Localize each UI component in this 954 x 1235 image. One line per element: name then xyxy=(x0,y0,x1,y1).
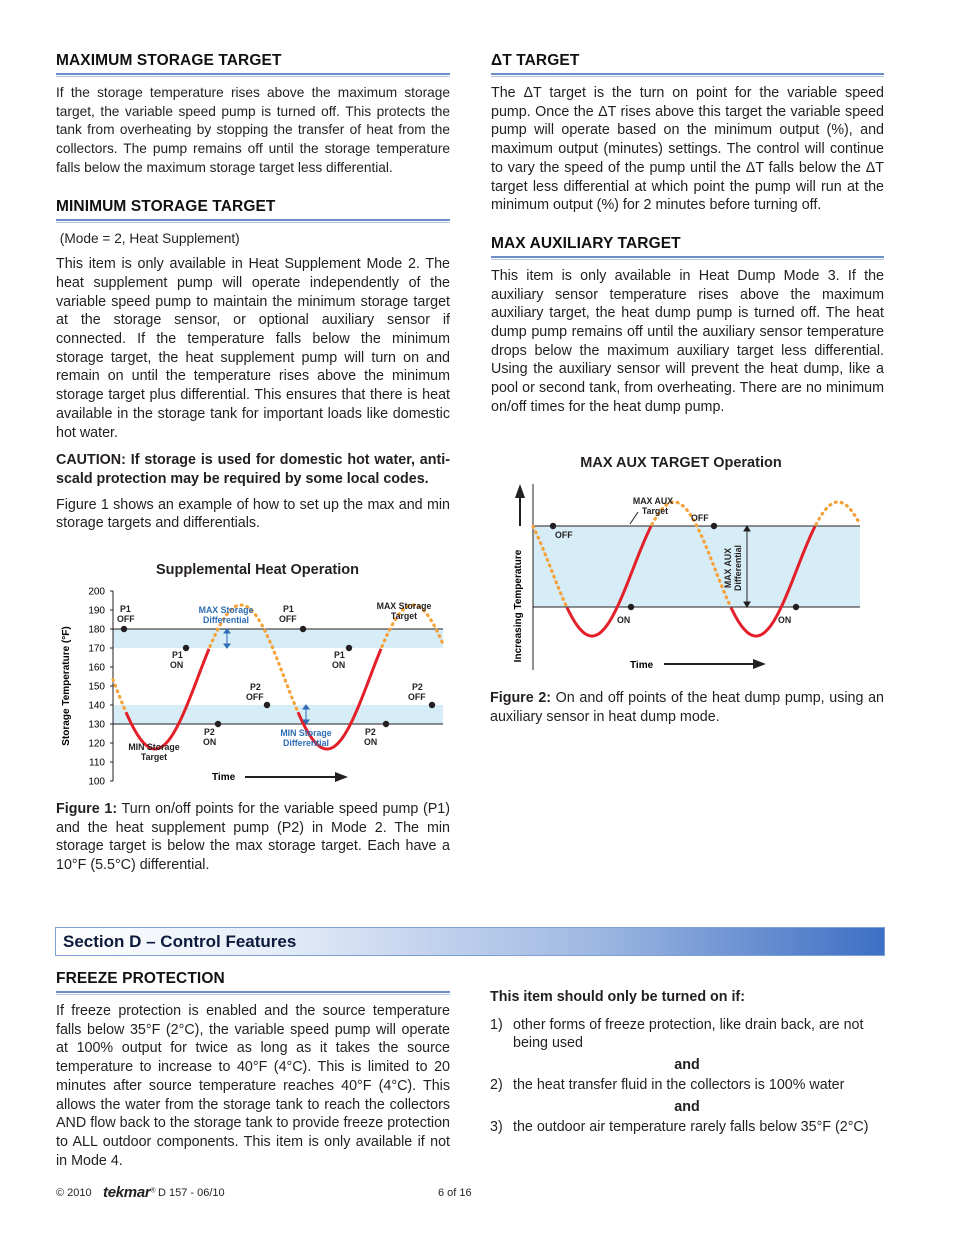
y-tick-label: 100 xyxy=(88,776,105,787)
left-column xyxy=(55,52,450,533)
freeze-heading: FREEZE PROTECTION xyxy=(56,970,450,993)
y-tick-label: 130 xyxy=(88,719,105,731)
on-dot-1 xyxy=(628,604,634,610)
freeze-protection xyxy=(55,970,450,1170)
condition-item-2 xyxy=(490,1076,884,1095)
caution-text: CAUTION: If storage is used for domestic hot water, anti-scald protection may be required by some local codes. xyxy=(56,452,450,487)
on-label-2: ON xyxy=(778,615,792,625)
delta-t-body: The ΔT target is the turn on point for the variable speed pump. Once the ΔT rises above this target the variable speed pump will operate based on the minimum output (%), and maximum output (minutes) settings. The control will continue to vary the speed of the pump until the ΔT falls below the ΔT target less differential at which point the pump will run at the minimum output (%) for 2 minutes before turning off. xyxy=(491,85,884,214)
max-storage-body: If the storage temperature rises above the maximum storage target, the variable speed pump is turned off. This protects the tank from overheating by stopping the transfer of heat from the collectors. The pump remains off until the storage temperature falls below the maximum storage target less differential. xyxy=(56,85,450,175)
condition-num-1: 1) xyxy=(490,1016,503,1033)
min-target-label: MIN Storage Target xyxy=(128,742,180,762)
y-tick-label: 140 xyxy=(88,700,105,712)
on-dot-2 xyxy=(793,604,799,610)
max-aux-target-label: MAX AUX Target xyxy=(632,496,674,516)
max-aux-heading: MAX AUXILIARY TARGET xyxy=(491,235,884,258)
section-d-title: Section D – Control Features xyxy=(63,932,297,951)
y-tick-label: 190 xyxy=(88,605,105,617)
p1-off-label-1: P1 OFF xyxy=(117,604,135,624)
off-dot-2 xyxy=(711,523,717,529)
p2-on-label-1: P2 ON xyxy=(203,727,217,747)
x-axis-label: Time xyxy=(630,660,654,671)
p2-on-label-2: P2 ON xyxy=(364,727,378,747)
condition-text-2: the heat transfer fluid in the collectors is 100% water xyxy=(513,1077,845,1094)
max-target-label: MAX Storage Target xyxy=(376,601,432,621)
figure2 xyxy=(490,455,884,471)
figure1-intro: Figure 1 shows an example of how to set up the max and min storage targets and differentials. xyxy=(56,496,450,532)
right-column xyxy=(490,52,884,417)
freeze-body: If freeze protection is enabled and the source temperature falls below 35°F (2°C), the variable speed pump will operate at 100% output for twice as long as it takes the source temperature to increase to 40°F (4°C). This is limited to 20 minutes after source temperature reaches 40°F (4°C). This allows the water from the storage tank to reach the collectors AND flow back to the storage tank to provide freeze protection to ALL outdoor components. This item is only available if not in Mode 4. xyxy=(56,1003,450,1169)
p1-off-dot-2 xyxy=(300,626,306,632)
footer-doc-id: D 157 - 06/10 xyxy=(158,1187,225,1199)
tekmar-logo: tekmar xyxy=(103,1184,151,1201)
figure2-title: MAX AUX TARGET Operation xyxy=(580,455,782,471)
p1-on-dot-2 xyxy=(346,645,352,651)
figure2-caption-label: Figure 2: xyxy=(490,690,552,706)
target-pointer xyxy=(630,512,638,524)
condition-text-1: other forms of freeze protection, like drain back, are not being used xyxy=(513,1016,864,1052)
figure1-caption xyxy=(56,800,450,875)
footer-copyright: © 2010 xyxy=(56,1187,92,1199)
condition-num-3: 3) xyxy=(490,1118,503,1135)
figure1-caption-label: Figure 1: xyxy=(56,801,118,817)
off-label-2: OFF xyxy=(691,513,709,523)
conditions-intro: This item should only be turned on if: xyxy=(490,989,745,1005)
p2-on-dot-2 xyxy=(383,721,389,727)
figure1-title: Supplemental Heat Operation xyxy=(155,562,360,578)
condition-item-1 xyxy=(490,1016,884,1053)
on-label-1: ON xyxy=(617,615,631,625)
p1-on-label-1: P1 ON xyxy=(170,650,184,670)
freeze-conditions xyxy=(490,988,884,1137)
figure1-chart xyxy=(55,582,450,787)
p1-on-label-2: P1 ON xyxy=(332,650,346,670)
p1-on-dot-1 xyxy=(183,645,189,651)
x-axis-label: Time xyxy=(212,772,236,783)
p1-off-label-2: P1 OFF xyxy=(279,604,297,624)
figure1-labels xyxy=(117,601,431,762)
max-diff-label: MAX Storage Differential xyxy=(198,605,254,625)
off-label-1: OFF xyxy=(555,530,573,540)
off-dot-1 xyxy=(550,523,556,529)
y-tick-label: 120 xyxy=(88,738,105,750)
y-arrowhead xyxy=(515,484,525,498)
p2-off-dot-2 xyxy=(429,702,435,708)
time-arrowhead xyxy=(335,772,348,782)
y-axis-label: Increasing Temperature xyxy=(513,549,524,663)
condition-item-3 xyxy=(490,1118,884,1137)
y-tick-label: 170 xyxy=(88,643,105,655)
min-storage-body: This item is only available in Heat Supplement Mode 2. The heat supplement pump will operate independently of the variable speed pump to maintain the minimum storage target at the storage sensor, or optional auxiliary sensor if connected. If the temperature falls below the minimum storage target, the heat supplement pump will turn on and remain on until the temperature rises above the minimum storage target plus differential. This ensures that there is heat available in the storage tank for important loads like domestic hot water. xyxy=(56,256,450,441)
section-d-banner xyxy=(55,927,885,956)
p1-off-dot-1 xyxy=(121,626,127,632)
min-diff-label: MIN Storage Differential xyxy=(280,728,332,748)
y-tick-label: 150 xyxy=(88,681,105,693)
delta-t-heading: ΔT TARGET xyxy=(491,52,884,75)
y-tick-label: 110 xyxy=(89,757,105,769)
p2-on-dot-1 xyxy=(215,721,221,727)
min-storage-heading: MINIMUM STORAGE TARGET xyxy=(56,198,450,221)
max-storage-heading: MAXIMUM STORAGE TARGET xyxy=(56,52,450,75)
figure2-caption xyxy=(490,689,884,726)
y-ticks xyxy=(88,587,113,788)
y-tick-label: 200 xyxy=(88,586,105,598)
and-label-2: and xyxy=(674,1098,700,1115)
p2-off-label-1: P2 OFF xyxy=(246,682,264,702)
registered-mark: ® xyxy=(150,1187,156,1195)
p2-off-label-2: P2 OFF xyxy=(408,682,426,702)
and-label-1: and xyxy=(674,1057,700,1074)
y-axis-label: Storage Temperature (°F) xyxy=(61,626,72,746)
footer-logo xyxy=(103,1184,156,1201)
max-aux-diff-label: MAX AUXDifferential xyxy=(723,545,743,591)
min-storage-mode-note: (Mode = 2, Heat Supplement) xyxy=(56,230,240,246)
figure2-caption-text: On and off points of the heat dump pump, using an auxiliary sensor in heat dump mode. xyxy=(490,690,884,725)
figure1-caption-text: Turn on/off points for the variable speed pump (P1) and the heat supplement pump (P2) in Mode 2. The min storage target is below the max storage target. Each have a 10°F (5.5°C) differential. xyxy=(56,801,451,874)
condition-text-3: the outdoor air temperature rarely falls below 35°F (2°C) xyxy=(513,1118,869,1135)
condition-num-2: 2) xyxy=(490,1077,503,1094)
min-diff-band xyxy=(113,705,443,724)
max-diff-band xyxy=(113,629,443,648)
footer-page: 6 of 16 xyxy=(438,1187,472,1199)
time-arrowhead xyxy=(753,659,766,669)
figure2-chart xyxy=(490,478,884,678)
figure1 xyxy=(55,562,450,578)
max-aux-body: This item is only available in Heat Dump Mode 3. If the auxiliary sensor temperature rises above the maximum auxiliary target, the heat dump pump is turned off. The heat dump pump remains off until the auxiliary sensor temperature drops below the maximum auxiliary target less differential. Using the auxiliary sensor will prevent the heat dump, like a pool or second tank, from overheating. There are no minimum on/off times for the heat dump pump. xyxy=(491,267,884,415)
y-tick-label: 160 xyxy=(88,662,105,674)
p2-off-dot-1 xyxy=(264,702,270,708)
y-tick-label: 180 xyxy=(88,624,105,636)
